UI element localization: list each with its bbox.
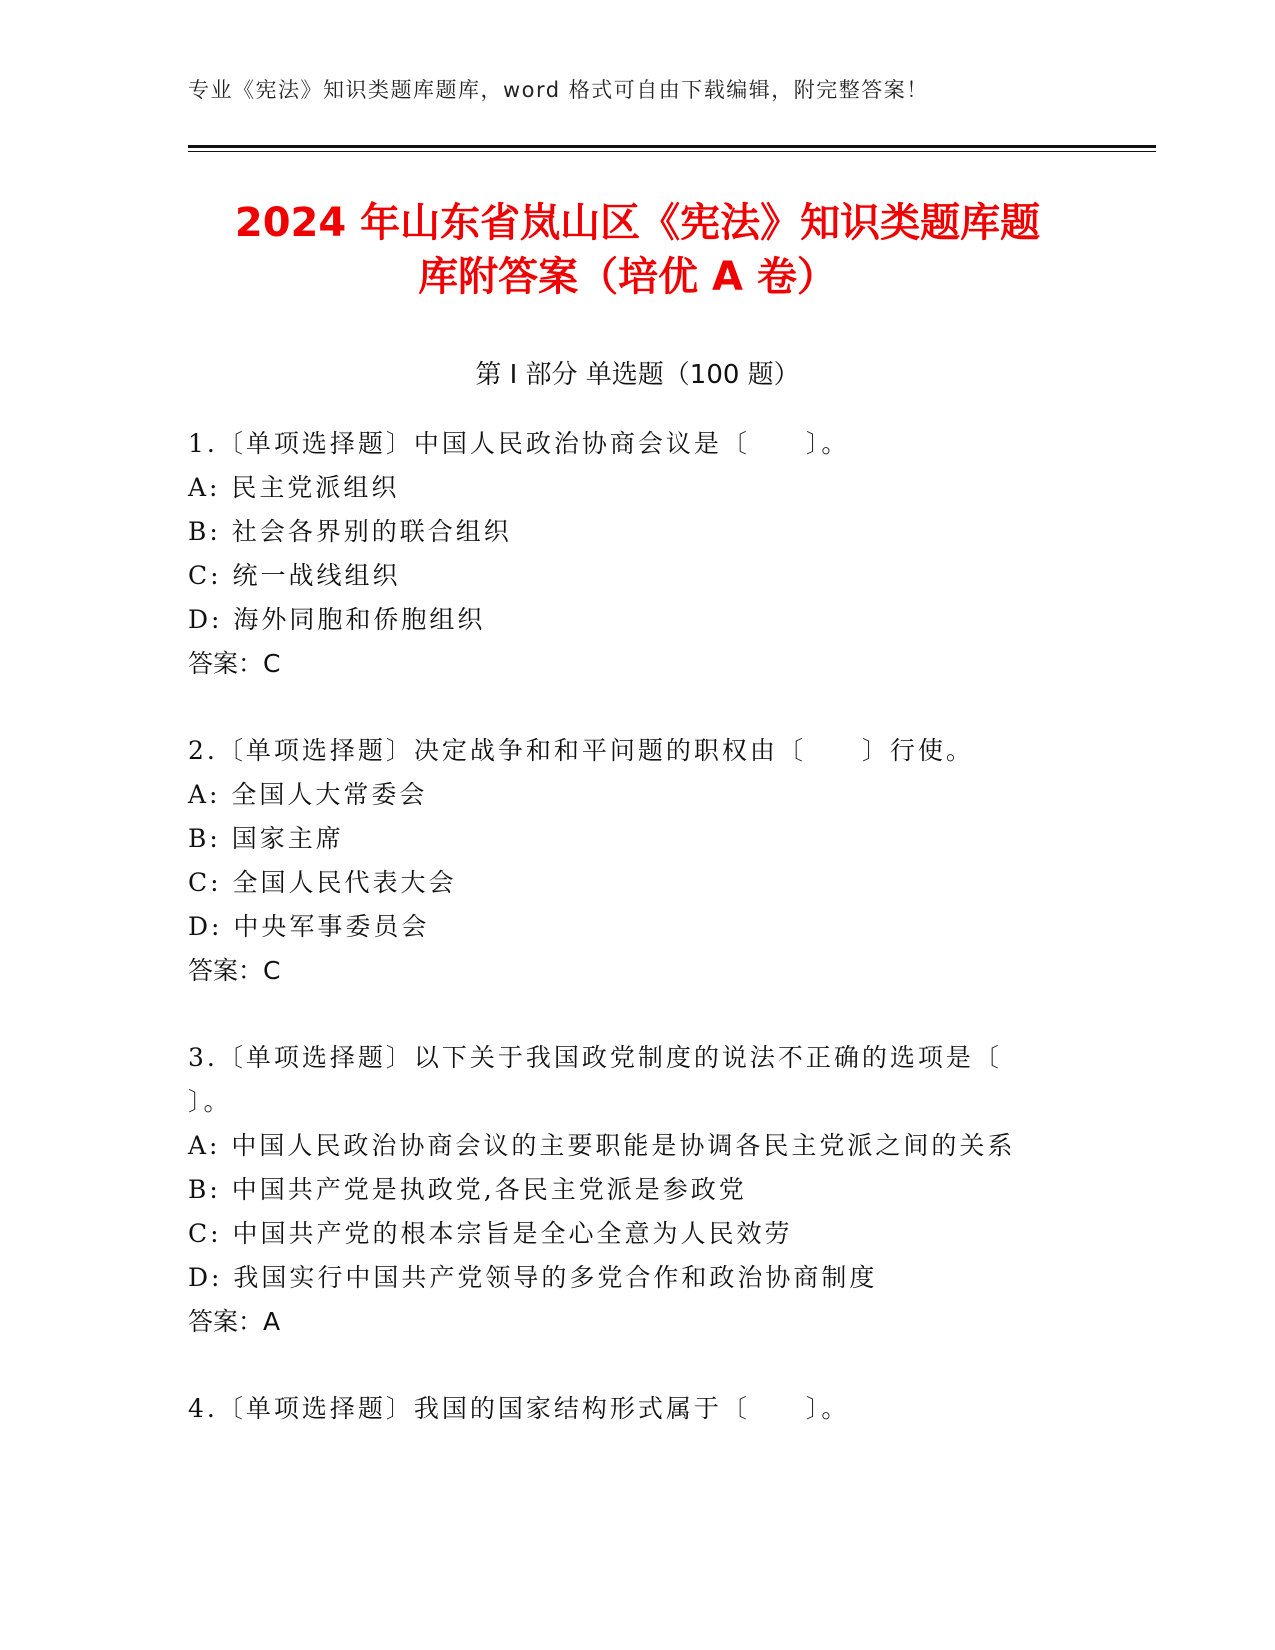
title-line-2: 库附答案（培优 A 卷） — [418, 254, 837, 300]
header-divider-thick — [188, 145, 1156, 148]
question-1-stem: 1.〔单项选择题〕中国人民政治协商会议是〔 〕。 — [188, 429, 850, 458]
question-2-option-c: C: 全国人民代表大会 — [188, 868, 457, 897]
question-1-option-d: D: 海外同胞和侨胞组织 — [188, 605, 486, 634]
question-3-stem: 3.〔单项选择题〕以下关于我国政党制度的说法不正确的选项是〔 — [188, 1043, 1002, 1072]
question-3-answer: 答案：A — [188, 1307, 281, 1336]
header-divider-thin — [188, 151, 1156, 152]
question-2-answer: 答案：C — [188, 956, 281, 985]
question-3-option-c: C: 中国共产党的根本宗旨是全心全意为人民效劳 — [188, 1219, 793, 1248]
question-2-option-a: A: 全国人大常委会 — [188, 780, 428, 809]
question-3-stem-continued: 〕。 — [188, 1087, 232, 1116]
question-3-option-b: B: 中国共产党是执政党,各民主党派是参政党 — [188, 1175, 747, 1204]
question-4-stem: 4.〔单项选择题〕我国的国家结构形式属于〔 〕。 — [188, 1394, 850, 1423]
question-2-option-b: B: 国家主席 — [188, 824, 344, 853]
header-note: 专业《宪法》知识类题库题库，word 格式可自由下载编辑，附完整答案！ — [188, 78, 929, 102]
question-2-stem: 2.〔单项选择题〕决定战争和和平问题的职权由〔 〕行使。 — [188, 736, 974, 765]
question-1-option-b: B: 社会各界别的联合组织 — [188, 517, 512, 546]
question-1-option-c: C: 统一战线组织 — [188, 561, 401, 590]
section-title: 第 I 部分 单选题（100 题） — [475, 360, 800, 390]
title-line-1: 2024 年山东省岚山区《宪法》知识类题库题 — [234, 200, 1041, 246]
question-1-option-a: A: 民主党派组织 — [188, 473, 400, 502]
document-title — [0, 196, 1275, 304]
question-2-option-d: D: 中央军事委员会 — [188, 912, 430, 941]
question-3-option-d: D: 我国实行中国共产党领导的多党合作和政治协商制度 — [188, 1263, 878, 1292]
question-3-option-a: A: 中国人民政治协商会议的主要职能是协调各民主党派之间的关系 — [188, 1131, 1016, 1160]
question-1-answer: 答案：C — [188, 649, 281, 678]
